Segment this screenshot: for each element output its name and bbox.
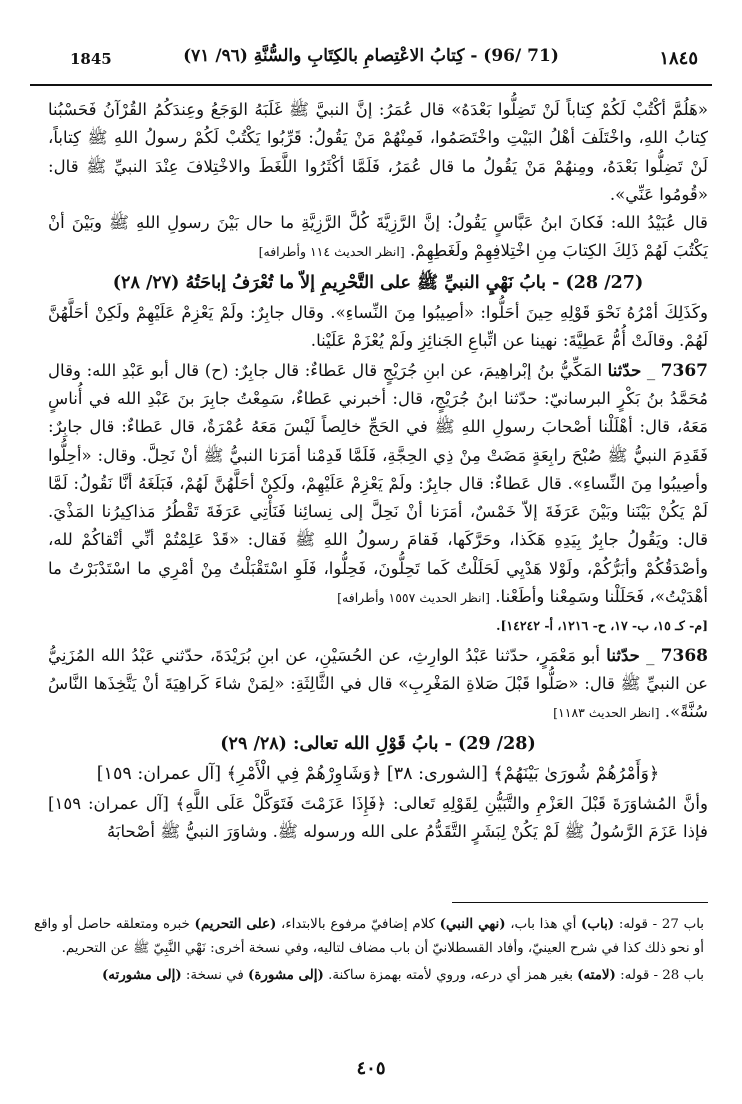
hadith-number: 7368 [660, 645, 708, 666]
hadith-paragraph: 7367 _ حدّثنا المَكِّيُّ بنُ إبْراهِيمَ، عن ابنِ جُرَيْجٍ قال عَطاءٌ: قال جابِرٌ: (ح) قال أبو عَبْدِ الله: وقال مُحَمَّدُ بنُ بَكْرٍ البرسانيّ: حدّثنا ابنُ جُرَيْجٍ، قال: أخبرني عَطاءٌ، سَمِعْتُ جابِرَ بنَ عَبْدِ الله في أُناسٍ مَعَهُ، قال: أهْلَلْنا أصْحابَ رسولِ اللهِ ﷺ في الحَجِّ خالِصاً لَيْسَ مَعَهُ عُمْرَةٌ، قال عَطاءٌ: قال جابِرٌ: فَقَدِمَ النبيُّ ﷺ صُبْحَ رابِعَةٍ مَضَتْ مِنْ ذِي الحِجَّةِ، فَلَمَّا قَدِمْنا أمَرَنا النبيُّ ﷺ أنْ نَحِلَّ. وقال: «أحِلُّوا وأصِيبُوا مِنَ النِّساءِ». قال عَطاءٌ: قال جابِرٌ: ولَمْ يَعْزِمْ عَلَيْهِمْ، ولَكِنْ أحَلَّهُنَّ لَهُمْ، فَبَلَغَهُ أنَّا نَقُولُ: لَمَّا لَمْ يَكُنْ بَيْنَنا وبَيْنَ عَرَفَةَ إلاّ خَمْسٌ، أمَرَنا أنْ نَحِلَّ إلى نِسائِنا فَنَأْتِي عَرَفَةَ تَقْطُرُ مَذاكِيرُنا المَذْيَ. قال: ويَقُولُ جابِرٌ بِيَدِهِ هَكَذا، وحَرَّكَها، فَقامَ رسولُ اللهِ ﷺ فَقال: «قَدْ عَلِمْتُمْ أنِّي أتْقاكُمْ لله، وأصْدَقُكُمْ وأبَرُّكُمْ، ولَوْلا هَدْيِي لَحَلَلْتُ كَما تَحِلُّونَ، فَحِلُّوا، فَلَوِ اسْتَقْبَلْتُ مِنْ أمْرِي ما اسْتَدْبَرْتُ ما أهْدَيْتُ»، فَحَلَلْنا وسَمِعْنا وأطَعْنا. [انظر الحديث ١٥٥٧ وأطرافه] [م- كـ ١٥، ب- ١٧، ح- ١٢١٦، أ- ١٤٢٤٢]. [48, 356, 708, 641]
paragraph-text: قال عُبَيْدُ الله: فَكانَ ابنُ عَبَّاسٍ يَقُولُ: إنَّ الرَّزِيَّةَ كُلَّ الرَّزِيَّةِ ما حال بَيْنَ رسولِ اللهِ ﷺ وبَيْنَ أنْ يَكْتُبَ لَهُمْ ذَلِكَ الكِتابَ مِنِ اخْتِلافِهِمْ ولَغَطِهِمْ. [48, 213, 708, 261]
text-paragraph [48, 209, 708, 267]
hadith-number: 7367 [660, 360, 708, 381]
footnote-text: كلام إضافيّ مرفوع بالابتداء، [276, 917, 440, 932]
paragraph-text: وكَذَلِكَ أمْرُهُ نَحْوَ قَوْلِهِ حِينَ أحَلُّوا: «أصِيبُوا مِنَ النِّساءِ». وقال جابِرٌ: ولَمْ يَعْزِمْ عَلَيْهِمْ ولَكِنْ أحَلَّهُنَّ لَهُمْ. وقالَتْ أُمُّ عَطِيَّةَ: نهينا عن اتِّباعِ الجَنائِزِ ولَمْ يُعْزَمْ عَلَيْنا. [48, 303, 708, 351]
hadith-text: أبو مَعْمَرٍ، حدّثنا عَبْدُ الوارِثِ، عن الحُسَيْنِ، عن ابنِ بُرَيْدَةَ، حدّثني عَبْدُ الله المُزَنِيُّ عن النبيِّ ﷺ قال: «صَلُّوا قَبْلَ صَلاةِ المَغْرِبِ» قال في الثَّالِثَةِ: «لِمَنْ شاءَ كَراهِيَةَ أنْ يَتَّخِذَها النَّاسُ سُنَّةً». [48, 645, 708, 722]
footnote-term: (باب) [581, 916, 615, 932]
footnote-separator [452, 902, 708, 903]
paragraph-text: «هَلُمَّ أكْتُبْ لَكُمْ كِتاباً لَنْ تَضِلُّوا بَعْدَهُ» قال عُمَرُ: إنَّ النبيَّ ﷺ غَلَبَهُ الوَجَعُ وعِندَكُمُ القُرْآنُ فَحَسْبُنا كِتابُ اللهِ، واخْتَلَفَ أهْلُ البَيْتِ واخْتَصَمُوا، فَمِنْهُمْ مَنْ يَقُولُ: قَرِّبُوا يَكْتُبْ لَكُمْ رسولُ اللهِ ﷺ كِتاباً، لَنْ تَضِلُّوا بَعْدَهُ، ومِنهُمْ مَنْ يَقُولُ ما قال عُمَرُ، فَلَمَّا أكْثَرُوا اللَّغَطَ والاخْتِلافَ عِنْدَ النبيِّ ﷺ قال: «قُومُوا عَنِّي». [48, 100, 708, 204]
cross-reference: [انظر الحديث ١١٨٣] [553, 705, 660, 721]
footnote-term: (على التحريم) [194, 916, 277, 932]
cross-reference: [انظر الحديث ١١٤ وأطرافه] [258, 244, 405, 260]
main-text [48, 96, 708, 847]
narration-word: حدّثنا [606, 644, 640, 665]
quran-verse: ﴿وَأَمْرُهُمْ شُورَىٰ بَيْنَهُمْ﴾ [الشورى: ٣٨] ﴿وَشَاوِرْهُمْ فِي الْأَمْرِ﴾ [آل عمران: ١٥٩] [96, 763, 660, 784]
page-number-latin: 1845 [70, 50, 112, 68]
running-title: (71 /96) - كِتابُ الاعْتِصامِ بالكِتَابِ والسُّنَّةِ (٩٦/ ٧١) [183, 46, 559, 66]
chapter-heading: (27/ 28) - بابُ نَهْيِ النبيِّ ﷺ على التَّحْرِيمِ إلاّ ما تُعْرَفُ إباحَتُهُ (٢٧/ ٢٨) [112, 272, 644, 293]
hadith-paragraph: 7368 _ حدّثنا أبو مَعْمَرٍ، حدّثنا عَبْدُ الوارِثِ، عن الحُسَيْنِ، عن ابنِ بُرَيْدَةَ، حدّثني عَبْدُ الله المُزَنِيُّ عن النبيِّ ﷺ قال: «صَلُّوا قَبْلَ صَلاةِ المَغْرِبِ» قال في الثَّالِثَةِ: «لِمَنْ شاءَ كَراهِيَةَ أنْ يَتَّخِذَها النَّاسُ سُنَّةً». [انظر الحديث ١١٨٣] [48, 644, 708, 722]
footnote-lead: باب 27 - قوله: [618, 917, 704, 932]
paragraph-text: وأنَّ المُشاوَرَةَ قَبْلَ العَزْمِ والتَّبَيُّنِ لِقَوْلِهِ تَعالى: ﴿فَإِذَا عَزَمْتَ فَتَوَكَّلْ عَلَى اللَّهِ﴾ [آل عمران: ١٥٩] فإذا عَزَمَ الرَّسُولُ ﷺ لَمْ يَكُنْ لِبَشَرٍ التَّقَدُّمُ على الله ورسوله ﷺ. وشاوَرَ النبيُّ ﷺ أصْحابَهُ [48, 794, 708, 842]
footnote-lead: باب 28 - قوله: [620, 968, 704, 983]
text-paragraph [48, 299, 708, 356]
page-number-bottom: ٤٠٥ [356, 1058, 386, 1079]
footnote [34, 963, 704, 988]
footnote-text: خبره ومتعلقه حاصل أو واقع أو نحو ذلك كذا في شرح العينيّ، وأفاد القسطلانيّ أن باب مضاف لتاليه، وفي نسخة أخرى: نَهْي النَّبِيّ ﷺ عن التحريم. [34, 917, 704, 956]
page-number-arabic: ١٨٤٥ [659, 48, 698, 69]
footnote-text: بغير همز أي درعه، وروي لأمته بهمزة ساكنة. [323, 968, 578, 983]
hadith-text: المَكِّيُّ بنُ إبْراهِيمَ، عن ابنِ جُرَيْجٍ قال عَطاءٌ: قال جابِرٌ: (ح) قال أبو عَبْدِ الله: وقال مُحَمَّدُ بنُ بَكْرٍ البرسانيّ: حدّثنا ابنُ جُرَيْجٍ، قال: أخبرني عَطاءٌ، سَمِعْتُ جابِرَ بنَ عَبْدِ الله في أُناسٍ مَعَهُ، قال: أهْلَلْنا أصْحابَ رسولِ اللهِ ﷺ في الحَجِّ خالِصاً لَيْسَ مَعَهُ عُمْرَةٌ، قال عَطاءٌ: قال جابِرٌ: فَقَدِمَ النبيُّ ﷺ صُبْحَ رابِعَةٍ مَضَتْ مِنْ ذِي الحِجَّةِ، فَلَمَّا قَدِمْنا أمَرَنا النبيُّ ﷺ أنْ نَحِلَّ. وقال: «أحِلُّوا وأصِيبُوا مِنَ النِّساءِ». قال عَطاءٌ: قال جابِرٌ: ولَمْ يَعْزِمْ عَلَيْهِمْ، ولَكِنْ أحَلَّهُنَّ لَهُمْ، فَبَلَغَهُ أنَّا نَقُولُ: لَمَّا لَمْ يَكُنْ بَيْنَنا وبَيْنَ عَرَفَةَ إلاّ خَمْسٌ، أمَرَنا أنْ نَحِلَّ إلى نِسائِنا فَنَأْتِي عَرَفَةَ تَقْطُرُ مَذاكِيرُنا المَذْيَ. قال: ويَقُولُ جابِرٌ بِيَدِهِ هَكَذا، وحَرَّكَها، فَقامَ رسولُ اللهِ ﷺ فَقال: «قَدْ عَلِمْتُمْ أنِّي أتْقاكُمْ لله، وأصْدَقُكُمْ وأبَرُّكُمْ، ولَوْلا هَدْيِي لَحَلَلْتُ كَما تَحِلُّونَ، فَحِلُّوا، فَلَوِ اسْتَقْبَلْتُ مِنْ أمْرِي ما اسْتَدْبَرْتُ ما أهْدَيْتُ»، فَحَلَلْنا وسَمِعْنا وأطَعْنا. [48, 360, 708, 607]
footnote-text: أي هذا باب، [505, 917, 582, 932]
source-codes: [م- كـ ١٥، ب- ١٧، ح- ١٢١٦، أ- ١٤٢٤٢]. [496, 618, 708, 634]
footnote-term: (نهي النبي) [439, 916, 506, 932]
cross-reference: [انظر الحديث ١٥٥٧ وأطرافه] [337, 590, 490, 606]
chapter-heading: (28/ 29) - بابُ قَوْلِ الله تعالى: (٢٨/ ٢٩) [220, 733, 536, 754]
footnote-term: (إلى مشورته) [101, 967, 182, 983]
header-rule [30, 84, 712, 86]
footnote-term: (إلى مشورة) [248, 967, 324, 983]
page-header [30, 38, 712, 80]
text-paragraph [48, 96, 708, 209]
footnotes [34, 912, 704, 990]
footnote-term: (لامته) [577, 967, 616, 983]
text-paragraph [48, 790, 708, 847]
footnote [34, 912, 704, 961]
footnote-text: في نسخة: [181, 968, 248, 983]
narration-word: حدّثنا [607, 359, 642, 380]
